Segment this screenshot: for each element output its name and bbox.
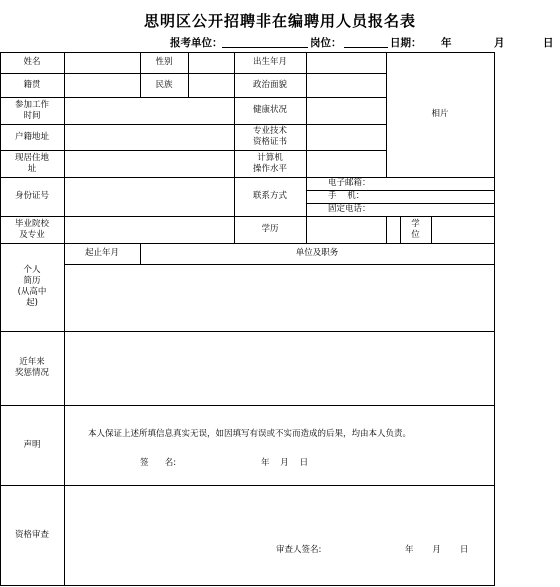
label-name: 姓名: [23, 57, 41, 67]
label-landline: 固定电话：: [328, 204, 371, 214]
input-birth[interactable]: [306, 52, 386, 73]
declaration-text: 本人保证上述所填信息真实无误，如因填写有误或不实而造成的后果，均由本人负责。: [88, 429, 412, 439]
label-native-place: 籍贯: [23, 79, 41, 90]
label-contact: 联系方式: [252, 191, 287, 201]
label-computer-line2: 操作水平: [252, 163, 287, 174]
label-certificate: [234, 124, 306, 150]
apply-unit-field[interactable]: [222, 47, 308, 48]
label-mobile: 手 机：: [328, 191, 365, 201]
label-resume-line2: 简历: [23, 276, 41, 286]
label-degree: [400, 216, 431, 243]
position-field[interactable]: [344, 47, 388, 48]
label-id-number: 身份证号: [14, 191, 49, 201]
date-label: 日期：: [390, 37, 422, 49]
label-review: 资格审查: [14, 529, 49, 540]
label-declaration: 声明: [23, 439, 41, 450]
label-birth: 出生年月: [252, 57, 287, 67]
label-resume-line1: 个人: [23, 265, 41, 275]
label-computer-line1: 计算机: [257, 152, 283, 163]
label-school-major: [0, 216, 64, 243]
label-household-address: 户籍地址: [14, 131, 49, 142]
review-date: 年 月 日: [405, 545, 469, 555]
label-work-start: [0, 97, 64, 124]
declaration-date: 年 月 日: [261, 458, 309, 468]
label-residence: [0, 150, 64, 177]
declaration-sign-label: 签 名:: [140, 458, 177, 468]
label-resume: [0, 243, 64, 331]
input-resume[interactable]: [64, 264, 494, 331]
label-unit-duty: 单位及职务: [295, 248, 339, 258]
label-work-start-line2: 时间: [23, 110, 41, 121]
label-work-start-line1: 参加工作: [14, 99, 49, 110]
label-ethnicity: 民族: [155, 79, 173, 90]
label-education: 学历: [261, 224, 279, 234]
label-residence-line1: 现居住地: [14, 152, 49, 163]
form-title: 思明区公开招聘非在编聘用人员报名表: [143, 12, 416, 30]
label-gender: 性别: [155, 57, 173, 67]
label-awards: [0, 331, 64, 405]
label-health: 健康状况: [252, 105, 287, 115]
label-certificate-line2: 资格证书: [252, 137, 287, 147]
label-certificate-line1: 专业技术: [252, 126, 287, 136]
label-degree-line2: 位: [411, 229, 420, 240]
label-resume-line3: (从高中: [17, 287, 47, 297]
label-degree-line1: 学: [411, 218, 420, 229]
label-resume-line4: 起): [26, 298, 38, 308]
date-year: 年: [441, 37, 452, 49]
input-gender[interactable]: [188, 52, 234, 73]
label-computer-level: [234, 150, 306, 177]
label-awards-line1: 近年来: [19, 357, 45, 367]
label-school-line2: 及专业: [19, 229, 45, 240]
position-label: 岗位：: [310, 37, 342, 49]
label-residence-line2: 址: [27, 163, 37, 174]
label-period: 起止年月: [84, 248, 119, 258]
label-school-line1: 毕业院校: [14, 218, 49, 229]
date-month: 月: [494, 37, 505, 49]
input-awards[interactable]: [64, 331, 494, 405]
label-political-status: 政治面貌: [252, 79, 287, 90]
label-email: 电子邮箱：: [328, 178, 371, 188]
reviewer-sign-label: 审查人签名:: [276, 545, 322, 555]
input-name[interactable]: [64, 52, 140, 73]
label-awards-line2: 奖惩情况: [14, 368, 49, 378]
date-day: 日: [543, 37, 554, 49]
photo-box[interactable]: 相片: [431, 109, 449, 119]
apply-unit-label: 报考单位：: [170, 37, 223, 49]
